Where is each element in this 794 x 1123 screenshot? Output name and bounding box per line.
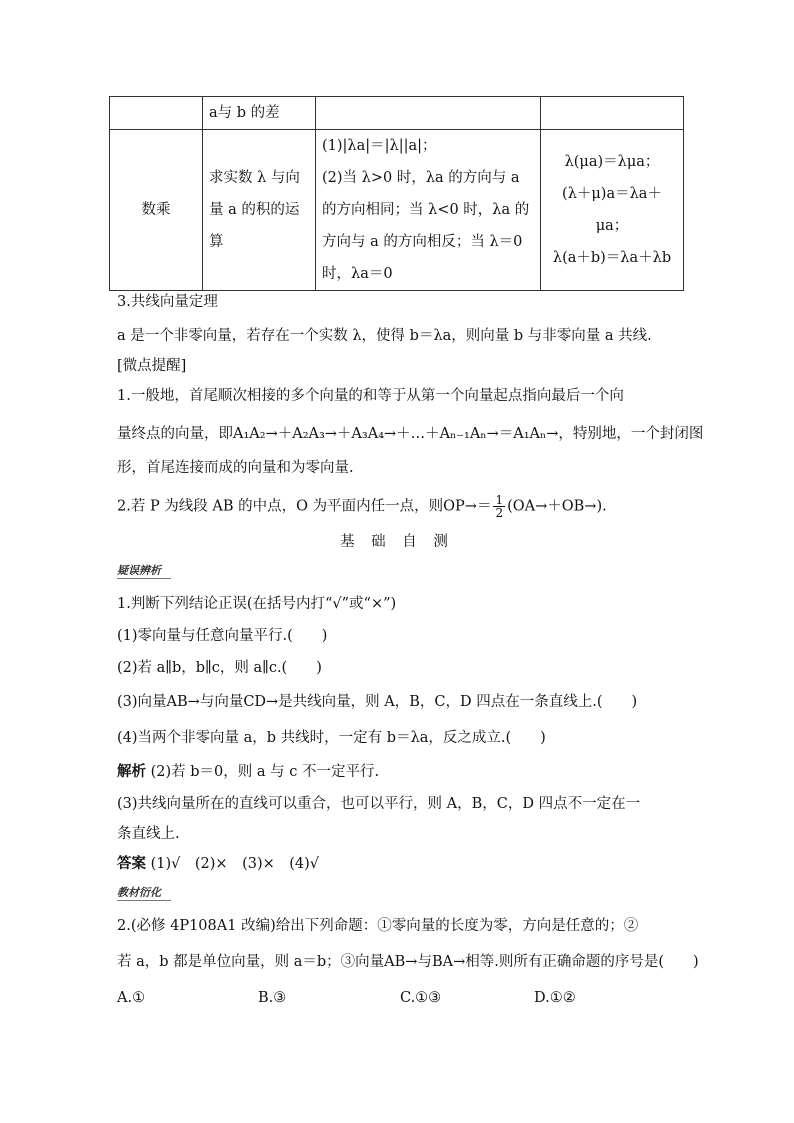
table-cell <box>110 97 203 130</box>
question-stem: 1.判断下列结论正误(在括号内打“√”或“×”) <box>117 596 397 612</box>
answer-label: 答案 <box>117 855 146 872</box>
cell-line: (1)|λa|＝|λ||a|； <box>322 138 437 154</box>
analysis-label: 解析 <box>117 763 146 780</box>
question-line: 2.(必修 4P108A1 改编)给出下列命题：①零向量的长度为零，方向是任意的；② <box>117 918 639 934</box>
cell-line: 量 a 的积的运 <box>209 202 300 218</box>
section-heading: 3.共线向量定理 <box>117 294 218 310</box>
question-item: (3)向量AB→与向量CD→是共线向量，则 A，B，C，D 四点在一条直线上.( ) <box>117 694 638 710</box>
option-d: D.①② <box>534 990 576 1006</box>
analysis-line <box>117 762 379 782</box>
question-item: (2)若 a∥b，b∥c，则 a∥c.( ) <box>117 660 322 676</box>
section-tag: 教材衍化 <box>117 886 171 901</box>
table-cell <box>316 97 541 130</box>
analysis-line: (3)共线向量所在的直线可以重合，也可以平行，则 A，B，C，D 四点不一定在一 <box>117 796 641 812</box>
fraction-denominator: 2 <box>495 506 504 520</box>
cell-line: 方向与 a 的方向相反；当 λ＝0 <box>322 234 523 250</box>
answer-line <box>117 854 319 874</box>
tip1-line: 量终点的向量，即A₁A₂→＋A₂A₃→＋A₃A₄→＋…＋Aₙ₋₁Aₙ→＝A₁Aₙ→，特别地，一个封闭图 <box>117 426 704 442</box>
vector-operations-table <box>109 96 684 291</box>
table-cell <box>203 130 316 291</box>
question-item: (1)零向量与任意向量平行.( ) <box>117 628 328 644</box>
tip2-line <box>117 494 607 519</box>
table-cell <box>316 130 541 291</box>
cell-line: 的方向相同；当 λ<0 时，λa 的 <box>322 202 530 218</box>
cell-line: 求实数 λ 与向 <box>209 170 300 186</box>
cell-line: λ(μa)＝λμa； <box>564 154 660 170</box>
section-title: 基 础 自 测 <box>340 534 454 550</box>
table-cell <box>541 130 684 291</box>
tip2-suffix: (OA→＋OB→). <box>507 498 607 515</box>
table-cell: 数乘 <box>110 130 203 291</box>
question-item: (4)当两个非零向量 a，b 共线时，一定有 b＝λa，反之成立.( ) <box>117 730 546 746</box>
analysis-line: 条直线上. <box>117 826 180 842</box>
question-line: 若 a，b 都是单位向量，则 a＝b；③向量AB→与BA→相等.则所有正确命题的序号是( ) <box>117 954 699 970</box>
cell-line: 时，λa＝0 <box>322 266 393 282</box>
table-row <box>110 130 684 291</box>
tip1-line: 形，首尾连接而成的向量和为零向量. <box>117 460 354 476</box>
cell-line: λ(a＋b)＝λa＋λb <box>552 250 672 266</box>
option-a: A.① <box>117 990 146 1006</box>
tip1-line: 1.一般地，首尾顺次相接的多个向量的和等于从第一个向量起点指向最后一个向 <box>117 388 624 404</box>
fraction-numerator: 1 <box>495 493 504 507</box>
section-tag: 疑误辨析 <box>117 564 171 579</box>
cell-line: (λ＋μ)a＝λa＋μa； <box>562 186 662 234</box>
option-b: B.③ <box>258 990 287 1006</box>
cell-line: (2)当 λ>0 时，λa 的方向与 a <box>322 170 520 186</box>
option-c: C.①③ <box>400 990 442 1006</box>
theorem-text: a 是一个非零向量，若存在一个实数 λ，使得 b＝λa，则向量 b 与非零向量 a 共线. <box>117 328 652 344</box>
fraction <box>493 494 505 519</box>
table-cell: a与 b 的差 <box>203 97 316 130</box>
tip2-prefix: 2.若 P 为线段 AB 的中点，O 为平面内任一点，则OP→＝ <box>117 498 492 515</box>
table-row <box>110 97 684 130</box>
tip-heading: [微点提醒] <box>117 358 187 374</box>
table-cell <box>541 97 684 130</box>
answer-text: (1)√ (2)× (3)× (4)√ <box>150 856 320 872</box>
analysis-text: (2)若 b＝0，则 a 与 c 不一定平行. <box>150 764 380 780</box>
cell-line: 算 <box>209 234 224 250</box>
